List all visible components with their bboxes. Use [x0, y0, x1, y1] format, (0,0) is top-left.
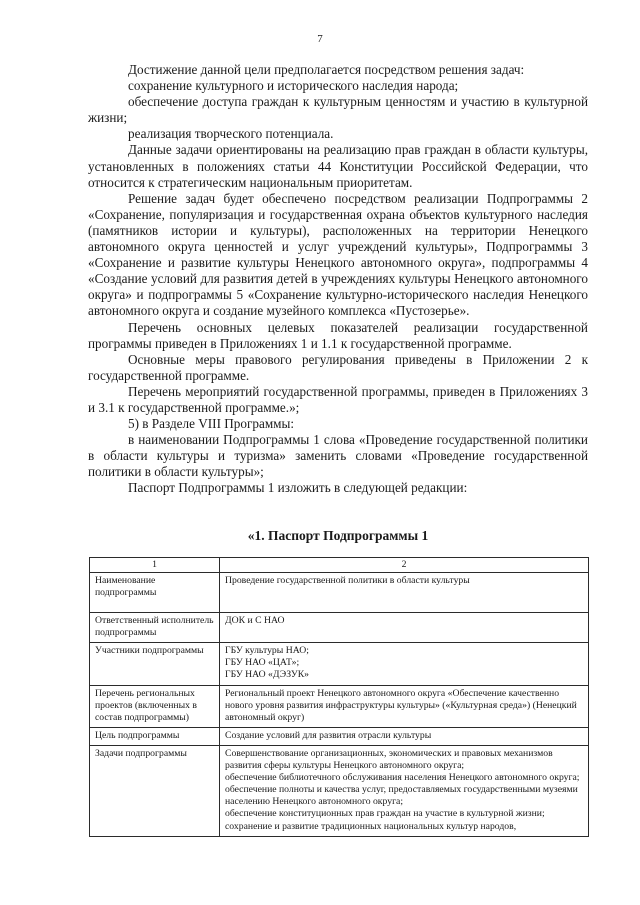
- row-value-line: Региональный проект Ненецкого автономного округа «Обеспечение качественно нового уровня развития инфраструктуры культуры» («Культурная среда») (Ненецкий автономный округ): [225, 687, 577, 723]
- row-label: Цель подпрограммы: [90, 727, 220, 745]
- table-row: [90, 573, 589, 613]
- row-label: Участники подпрограммы: [90, 643, 220, 685]
- table-header-row: [90, 558, 589, 573]
- paragraph: в наименовании Подпрограммы 1 слова «Проведение государственной политики в области культуры и туризма» заменить словами «Проведение государственной политики в области культуры»;: [88, 432, 588, 480]
- paragraph: Решение задач будет обеспечено посредством реализации Подпрограммы 2 «Сохранение, популяризация и государственная охрана объектов культурного наследия (памятников истории и культуры), расположенных на территории Ненецкого автономного округа ценностей и услуг учреждений культуры», Подпрограммы 3 «Сохранение и развитие культуры Ненецкого автономного округа», подпрограммы 4 «Создание условий для развития детей в учреждениях культуры Ненецкого автономного округа» и подпрограммы 5 «Сохранение культурно-исторического наследия Ненецкого автономного округа и создание музейного комплекса «Пустозерье».: [88, 190, 588, 319]
- row-value-line: ГБУ культуры НАО;: [225, 645, 309, 657]
- row-value-line: ГБУ НАО «ДЭЗУК»: [225, 669, 310, 681]
- row-value-line: Совершенствование организационных, экономических и правовых механизмов развития сферы культуры Ненецкого автономного округа;: [225, 747, 553, 772]
- table-row: [90, 727, 589, 745]
- row-value-line: ГБУ НАО «ЦАТ»;: [225, 657, 300, 669]
- row-label: Наименование подпрограммы: [90, 573, 220, 613]
- row-value-line: обеспечение полноты и качества услуг, предоставляемых государственными музеями населению Ненецкого автономного округа;: [225, 784, 578, 808]
- paragraph: Основные меры правового регулирования приведены в Приложении 2 к государственной программе.: [88, 351, 588, 383]
- row-value: [220, 573, 589, 613]
- paragraph: 5) в Разделе VIII Программы:: [128, 416, 295, 432]
- paragraph: Паспорт Подпрограммы 1 изложить в следующей редакции:: [128, 480, 468, 496]
- row-value-line: Проведение государственной политики в области культуры: [225, 575, 470, 587]
- row-value-line: Создание условий для развития отрасли культуры: [225, 729, 432, 741]
- paragraph: реализация творческого потенциала.: [128, 126, 334, 142]
- paragraph: сохранение культурного и исторического наследия народа;: [128, 78, 459, 94]
- paragraph: Перечень мероприятий государственной программы, приведен в Приложениях 3 и 3.1 к государственной программе.»;: [88, 383, 588, 415]
- row-value-line: обеспечение библиотечного обслуживания населения Ненецкого автономного округа;: [225, 772, 580, 784]
- row-label: Ответственный исполнитель подпрограммы: [90, 613, 220, 643]
- row-label: Перечень региональных проектов (включенных в состав подпрограммы): [90, 685, 220, 727]
- table-row: [90, 613, 589, 643]
- passport-table: [89, 557, 589, 837]
- table-row: [90, 643, 589, 685]
- paragraph: Перечень основных целевых показателей реализации государственной программы приведен в Приложениях 1 и 1.1 к государственной программе.: [88, 319, 588, 351]
- table-row: [90, 685, 589, 727]
- row-value: [220, 745, 589, 836]
- row-value: [220, 685, 589, 727]
- paragraph: Достижение данной цели предполагается посредством решения задач:: [128, 62, 525, 77]
- body-text: [88, 62, 588, 497]
- row-label: Задачи подпрограммы: [90, 745, 220, 836]
- table-row: [90, 745, 589, 836]
- row-value-line: ДОК и С НАО: [225, 615, 285, 627]
- table-header-cell: 2: [220, 558, 589, 573]
- table-header-cell: 1: [90, 558, 220, 573]
- row-value: [220, 727, 589, 745]
- row-value: [220, 613, 589, 643]
- row-value-line: обеспечение конституционных прав граждан на участие в культурной жизни;: [225, 808, 545, 820]
- section-title: «1. Паспорт Подпрограммы 1: [247, 528, 429, 543]
- row-value-line: сохранение и развитие традиционных национальных культур народов,: [225, 820, 517, 832]
- page-number: 7: [317, 33, 323, 45]
- paragraph: обеспечение доступа граждан к культурным ценностям и участию в культурной жизни;: [88, 94, 588, 126]
- row-value: [220, 643, 589, 685]
- paragraph: Данные задачи ориентированы на реализацию прав граждан в области культуры, установленных в положениях статьи 44 Конституции Российской Федерации, что относится к стратегическим национальным приоритетам.: [88, 142, 588, 190]
